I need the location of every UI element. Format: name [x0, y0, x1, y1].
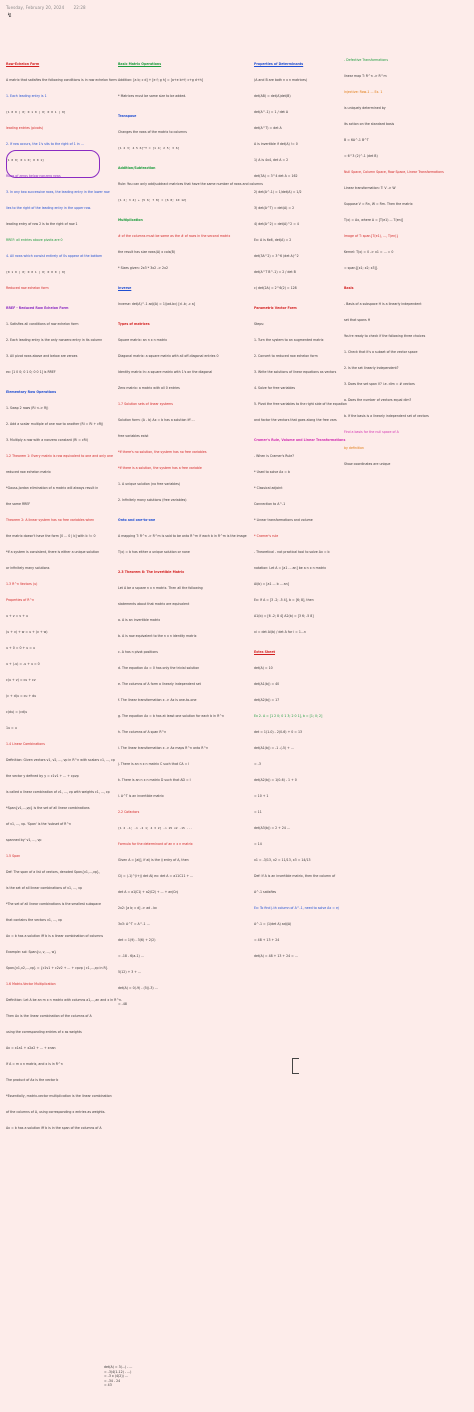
note-line: = -34 - 24 [104, 1378, 121, 1383]
note-line: det(A^T) = det A [254, 126, 282, 130]
note-line: det(A1(b)) = 40 [254, 682, 280, 686]
note-line: 3x3: A^T = A^-1 ... [118, 922, 150, 926]
note-line: det(A) = 48 + 13 + 24 = ... [254, 954, 298, 958]
note-line: 4. All rows which consist entirely of 0s appear at the bottom [6, 254, 103, 258]
note-line: = -3 x (4(2)) ... [104, 1374, 128, 1379]
note-line: 2) det(A^-1) = 1/det(A) = 1/2 [254, 190, 302, 194]
note-line: 1.7 Solution sets of linear systems [118, 402, 173, 406]
note-line: 1.4 Linear Combinations [6, 742, 45, 746]
note-line: of the columns of A, using corresponding x entries as weights. [6, 1110, 106, 1114]
note-line: If A = m x n matrix, and x is in R^n [6, 1062, 63, 1066]
note-line: Null Space, Column Space, Row Space, Linear Transformations [344, 170, 444, 174]
note-line: notation: Let A = [a1 ... an] be a n x n matrix [254, 566, 327, 570]
note-line: 3. In any two successive rows, the leading entry in the lower row [6, 190, 110, 194]
note-line: A^-1 = (1/det A) adj(A) [254, 922, 292, 926]
note-line: det(3A^2) = 3^6 (det A)^2 [254, 254, 299, 258]
note-line: 5(12) + 3 + ... [118, 970, 142, 974]
note-line: 3. Does the set span V? i.e. dim = # vectors [344, 382, 415, 386]
note-line: = -3(4(1-12) - ...) [104, 1369, 132, 1374]
note-line: Theorem 2: A linear system has no free variables when [6, 518, 95, 522]
note-line: * Used to solve Ax = b [254, 470, 290, 474]
note-line: is uniquely determined by [344, 106, 386, 110]
note-line: Square matrix: an n x n matrix [118, 338, 168, 342]
note-line: [1 2 3; 4 5 6]^T = [1 4; 2 5; 3 6] [118, 146, 180, 150]
note-line: xi = det Ai(b) / det A for i = 1...n [254, 630, 306, 634]
note-line: Inverse: det(A)^-1 adj(A) = 1/(ad-bc) [d -b; -c a] [118, 302, 195, 306]
note-line: Steps: [254, 322, 264, 326]
note-line: det(A) = 0(-9) - (5)(-3) ... [118, 986, 158, 990]
note-line: Ex: A is 6x6, det(A) = 2 [254, 238, 292, 242]
note-line: 5. Pivot the free variables to the right side of the equation [254, 402, 347, 406]
note-line: Reduced row echelon form [6, 286, 49, 290]
note-line: Row-Echelon Form [6, 62, 40, 66]
note-line: i. The linear transformation x -> Ax maps R^n onto R^n [118, 746, 209, 750]
note-line: *Span{v1,...,vp} is the set of all linear combinations [6, 806, 90, 810]
note-line: - Defective Transformations [344, 58, 388, 62]
note-line: Image of T: span{T(e1), ..., T(en)} [344, 234, 399, 238]
note-line: Definition: Let A be an m x n matrix with columns a1,...,an and x in R^n. [6, 998, 123, 1002]
note-line: set that spans H [344, 318, 371, 322]
note-line: det = 1(9) - 3(6) + 2(2) [118, 938, 156, 942]
note-line: det(A) = 10 [254, 666, 273, 670]
note-line: Def: The span of a list of vectors, denoted Span{v1,...,vp}, [6, 870, 100, 874]
note-line: ex: [1 0 0; 0 1 0; 0 0 1] is RREF [6, 370, 56, 374]
note-line: Def: If A is an invertible matrix, then the column of [254, 874, 336, 878]
note-line: (c + d)u = cu + du [6, 694, 37, 698]
note-line: Elementary Row Operations [6, 390, 57, 394]
note-line: (A and B are both n x n matrices) [254, 78, 308, 82]
note-line: = 43 [104, 1383, 112, 1388]
note-line: det(A2(b)) = 17 [254, 698, 280, 702]
note-line: 1. A unique solution (no free variables) [118, 482, 181, 486]
note-line: statements about that matrix are equivalent [118, 602, 190, 606]
note-line: Parametric Vector Form [254, 306, 297, 310]
note-line: 1. Turn the system to an augmented matrix [254, 338, 324, 342]
note-line: a. Does the number of vectors equal dim? [344, 398, 412, 402]
note-line: A mapping T: R^n -> R^m is said to be onto R^m if each b in R^m is the image [118, 534, 247, 538]
note-line: 1. Swap 2 rows (Ri <-> Rj) [6, 406, 49, 410]
note-line: *If a system is consistent, there is either a unique solution [6, 550, 100, 554]
note-line: det = 1(1-0) - 2(0-6) + 0 = 13 [254, 730, 303, 734]
note-line: *Gauss-Jordan elimination of a matrix will always result in [6, 486, 99, 490]
note-line: free variables exist [118, 434, 149, 438]
note-line: the vector y defined by y = c1v1 + ... + cpvp [6, 774, 79, 778]
note-line: e. The columns of A form a linearly independent set [118, 682, 201, 686]
note-line: Properties of Determinants [254, 62, 304, 66]
note-line: The product of Ax is the vector b [6, 1078, 59, 1082]
note-line: Cramer's Rule, Volume and Linear Transformations [254, 438, 346, 442]
note-line: - When is Cramer's Rule? [254, 454, 294, 458]
note-line: = 6^3 (2)^-1 (det B) [344, 154, 378, 158]
note-line: [0 1 0 | 0; 0 0 1 | 0; 0 0 0 | 0] [6, 270, 66, 274]
note-line: = -18 - 6(a-1) ... [118, 954, 144, 958]
note-line: that contains the vectors v1, ..., vp [6, 918, 62, 922]
note-line: [1 2 -1; -1 -2 1; 4 3 2] -> 25 x2 -15 ... [118, 826, 193, 830]
note-line: 1) A is 4x4, det A = 2 [254, 158, 289, 162]
note-line: * Cramer's rule [254, 534, 279, 538]
note-line: Find a basis for the null space of A [344, 430, 399, 434]
note-line: using the corresponding entries of x as weights [6, 1030, 82, 1034]
note-line: leading entry of row 2 is to the right of row 1 [6, 222, 78, 226]
note-line: Changes the rows of the matrix to columns [118, 130, 187, 134]
note-line: Ex: To find j-th column of A^-1, need to solve Ax = ej [254, 906, 339, 910]
note-line: 2. Is the set linearly independent? [344, 366, 399, 370]
note-line: det(AB) = det(A)det(B) [254, 94, 291, 98]
note-line: Given A = [aij], if aij is the ij entry of A, then [118, 858, 189, 862]
note-line: = 10 + 1 [254, 794, 269, 798]
note-line: Diagonal matrix: a square matrix with all off-diagonal entries 0 [118, 354, 219, 358]
note-line: Linear transformation: T: V -> W [344, 186, 396, 190]
note-line: 3. All pivot rows above and below are zeroes [6, 354, 78, 358]
note-line: Ax = b has a solution iff b is a linear combination of columns [6, 934, 104, 938]
note-line: Injective: Row-1 ... Ex. 1 [344, 90, 383, 94]
note-line: 1.6 Matrix-Vector Multiplication [6, 982, 56, 986]
note-line: det(A^T B^-1) = 2 / det B [254, 270, 296, 274]
bottom-worked-example [104, 1365, 224, 1388]
note-line: Example: sol: Span{u, v, ..., w} [6, 950, 57, 954]
note-line: Basic Matrix Operations [118, 62, 162, 66]
note-line: det(A^-1) = 1 / det A [254, 110, 289, 114]
note-time: 22:28 [73, 5, 86, 10]
note-line: B = 6A^-1 B^T [344, 138, 369, 142]
note-line: A1(b) = [6 -2; 8 4] A2(b) = [3 6; -5 8] [254, 614, 314, 618]
note-line: Basis [344, 286, 354, 290]
note-line: 2. If row occurs, the 1's sits to the right of 1 in ... [6, 142, 84, 146]
notes-column-4 [344, 58, 468, 478]
note-line: *If there's no solution, the system has no free variables [118, 450, 207, 454]
note-line: Transpose [118, 114, 137, 118]
note-date: Tuesday, February 20, 2024 [6, 5, 65, 10]
note-line: = 48 + 13 + 24 [254, 938, 280, 942]
note-line: leading entries (pivots) [6, 126, 43, 130]
note-line: A matrix that satisfies the following conditions is in row echelon form: [6, 78, 118, 82]
note-line: 1u = u [6, 726, 17, 730]
note-line: c(u + v) = cu + cv [6, 678, 36, 682]
note-line: the same RREF [6, 502, 31, 506]
note-line: [1 2; 3 4] + [5 6; 7 8] = [6 8; 10 12] [118, 198, 187, 202]
note-line: [1 0 0; 0 1 0; 0 0 1] [6, 158, 44, 162]
note-line: 1.3 R^n Vectors (u) [6, 582, 38, 586]
note-line: Definition: Given vectors v1, v2, ..., vp in R^n with scalars c1, ..., cp [6, 758, 115, 762]
note-line: det(A) = 3(...) - ... [104, 1365, 133, 1369]
note-line: b. A is row equivalent to the n x n identity matrix [118, 634, 197, 638]
note-line: Onto and one-to-one [118, 518, 156, 522]
note-line: - Basis of a subspace H is a linearly independent [344, 302, 422, 306]
note-line: 2. Infinitely many solutions (free variables) [118, 498, 187, 502]
note-line: det(A3(b)) = 2 + 24 ... [254, 826, 290, 830]
note-line: Identity matrix In: a square matrix with 1's on the diagonal [118, 370, 213, 374]
note-line: Let A be a square n x n matrix. Then all the following [118, 586, 203, 590]
note-line: f. The linear transformation x -> Ax is one-to-one [118, 698, 197, 702]
note-line: Ax = b has a solution iff b is in the span of the columns of A [6, 1126, 102, 1130]
note-line: # of the columns must be same as the # of rows in the second matrix [118, 234, 231, 238]
note-line: Ex 2. A = [1 2 0; 0 1 3; 2 0 1], b = [1; 0; 2] [254, 714, 323, 718]
note-line: Multiplication [118, 218, 143, 222]
note-line: and factor the vectors that goes along the free vars [254, 418, 337, 422]
note-line: det(A2(b)) = 1(0-6) - 1 + 0 [254, 778, 297, 782]
note-line: the matrix doesn't have the form [0 ... 0 | b] with b != 0 [6, 534, 96, 538]
note-line: u + (-u) = -u + u = 0 [6, 662, 40, 666]
note-line: 2. Each leading entry is the only nonzero entry in its column [6, 338, 103, 342]
note-line: of v1, ..., vp. 'Span' is the 'subset of R^n [6, 822, 72, 826]
note-line: RREF - Reduced Row Echelon Form [6, 306, 69, 310]
note-line: Solution form: (A - b) Ax = b has a solution iff ... [118, 418, 195, 422]
note-line: * Matrices must be same size to be added. [118, 94, 187, 98]
highlight-oval [6, 150, 100, 178]
note-line: You're ready to check if the following three choices [344, 334, 426, 338]
note-line: 1.2 Theorem 1: Every matrix is row equivalent to one and only one [6, 454, 113, 458]
note-line: * Classical adjoint [254, 486, 283, 490]
note-line: 3. Write the solutions of linear equations as vectors [254, 370, 337, 374]
note-line: 1. Each leading entry is 1 [6, 94, 47, 98]
note-line: T(x) = Ax, where A = [T(e1) ... T(en)] [344, 218, 404, 222]
note-line: 2x2: [a b; c d] -> ad - bc [118, 906, 158, 910]
note-line: RREF: all entries above pivots are 0 [6, 238, 63, 242]
note-line: Inverse [118, 286, 132, 290]
note-line: Addition: [a b; c d] + [e f; g h] = [a+e b+f; c+g d+h] [118, 78, 203, 82]
note-line: Kernel: T(x) = 0 -> x1 = ... = 0 [344, 250, 394, 254]
note-line: 1. Check that it's a subset of the vector space [344, 350, 418, 354]
note-line: = -3 [254, 762, 261, 766]
note-line: T(x) = b has either a unique solution or none [118, 550, 190, 554]
note-line: = -48 [118, 1002, 127, 1006]
note-line: 2. Add a scalar multiple of one row to another (Ri = Ri + cRj) [6, 422, 104, 426]
note-line: * Sizes given: 2x3 * 3x2 -> 2x2 [118, 266, 168, 270]
note-line: reduced row echelon matrix [6, 470, 51, 474]
note-line: Addition/Subtraction [118, 166, 156, 170]
note-line: is the set of all linear combinations of v1, ..., vp [6, 886, 83, 890]
note-line: its action on the standard basis [344, 122, 395, 126]
note-line: Ax = x1a1 + x2a2 + ... + xnan [6, 1046, 56, 1050]
note-line: 2.3 Theorem 8: The Invertible Matrix [118, 570, 185, 574]
note-line: a. A is an invertible matrix [118, 618, 161, 622]
note-line: A^-1 satisfies [254, 890, 277, 894]
note-line: b. If the basis is a linearly independent set of vectors [344, 414, 429, 418]
note-line: 2. Convert to reduced row echelon form [254, 354, 318, 358]
note-line: = 11 [254, 810, 262, 814]
note-line: (u + v) + w = u + (v + w) [6, 630, 48, 634]
note-line: Suppose V = Rn, W = Rm. Then the matrix [344, 202, 413, 206]
note-line: x1 = -3/13, x2 = 11/13, x3 = 14/13 [254, 858, 311, 862]
note-line: k. There is an n x n matrix D such that AD = I [118, 778, 191, 782]
note-line: d. The equation Ax = 0 has only the trivial solution [118, 666, 200, 670]
note-line: Formula for the determinant of an n x n matrix [118, 842, 193, 846]
note-line: det(A1(b)) = -1 -(-5) + ... [254, 746, 294, 750]
note-line: c(du) = (cd)u [6, 710, 28, 714]
note-line: by definition [344, 446, 364, 450]
note-line: lies to the right of the leading entry in the upper row. [6, 206, 91, 210]
note-line: *If there is a solution, the system has a free variable [118, 466, 202, 470]
note-line: Ai(b) = [a1 ... b ... an] [254, 582, 289, 586]
note-line: 3. Multiply a row with a nonzero constant (Ri = cRi) [6, 438, 89, 442]
note-line: 1. Satisfies all conditions of row echelon form [6, 322, 79, 326]
empty-bracket-box [292, 1058, 299, 1074]
note-line: the result has size rows(A) x cols(B) [118, 250, 176, 254]
note-line: Extra Sheet [254, 650, 276, 654]
note-line: 1.5 Span [6, 854, 21, 858]
note-line: * Linear transformations and volume [254, 518, 313, 522]
note-line: Connection to A^-1 [254, 502, 286, 506]
note-line: *Essentially, matrix-vector multiplication is the linear combination [6, 1094, 112, 1098]
note-line: Span{v1,v2,...,vp} = {c1v1 + c2v2 + ... + cpvp | c1,...,cp in R} [6, 966, 108, 970]
note-line: 2.2 Cofactors [118, 810, 140, 814]
note-line: u + 0 = 0 + u = u [6, 646, 35, 650]
note-line: c) det(2A) = 2^6(2) = 128 [254, 286, 297, 290]
note-line: det(3A) = 3^4 det A = 162 [254, 174, 298, 178]
note-line: Properties of R^n [6, 598, 35, 602]
note-line: is called a linear combination of v1, ..., vp with weights c1, ..., cp [6, 790, 110, 794]
note-line: Rule: You can only add/subtract matrices that have the same number of rows and columns [118, 182, 263, 186]
note-line: 3) det(A^T) = det(A) = 2 [254, 206, 295, 210]
note-line: h. The columns of A span R^n [118, 730, 167, 734]
note-line: Rows of zeros below nonzero rows [6, 174, 61, 178]
note-line: = 14 [254, 842, 262, 846]
note-line: Ex: If A = [3 -2; -5 4], b = [6; 8], then [254, 598, 314, 602]
note-line: Types of matrices [118, 322, 150, 326]
note-header [6, 5, 94, 10]
note-line: 4. Solve for free variables [254, 386, 295, 390]
note-line: linear map T: R^n -> R^m [344, 74, 387, 78]
note-line: c. A has n pivot positions [118, 650, 158, 654]
note-line: l. A^T is an invertible matrix [118, 794, 164, 798]
note-line: Show coordinates are unique [344, 462, 391, 466]
cursor-icon: ↯ [7, 12, 13, 19]
note-line: [1 0 0 | 0; 0 1 0 | 0; 0 0 1 | 0] [6, 110, 66, 114]
note-line: A is invertible if det(A) != 0 [254, 142, 298, 146]
note-line: *The set of all linear combinations is the smallest subspace [6, 902, 101, 906]
note-line: spanned by' v1, ..., vp [6, 838, 42, 842]
note-line: u + v = v + u [6, 614, 28, 618]
note-line: or infinitely many solutions [6, 566, 50, 570]
note-line: Then Ax is the linear combination of the columns of A [6, 1014, 92, 1018]
note-line: = span{[x1; x2; x3]} [344, 266, 378, 270]
note-line: Cij = (-1)^(i+j) det Aij ex: det A = a11C11 + ... [118, 874, 194, 878]
note-line: 4) det(A^2) = det(A)^2 = 4 [254, 222, 299, 226]
note-line: det A = a1jC1j + a2jC2j + ... + anjCnj [118, 890, 179, 894]
note-line: - Theoretical - not practical tool to solve Ax = b [254, 550, 330, 554]
note-line: g. The equation Ax = b has at least one solution for each b in R^n [118, 714, 224, 718]
note-line: Zero matrix: a matrix with all 0 entries [118, 386, 180, 390]
note-line: j. There is an n x n matrix C such that CA = I [118, 762, 190, 766]
